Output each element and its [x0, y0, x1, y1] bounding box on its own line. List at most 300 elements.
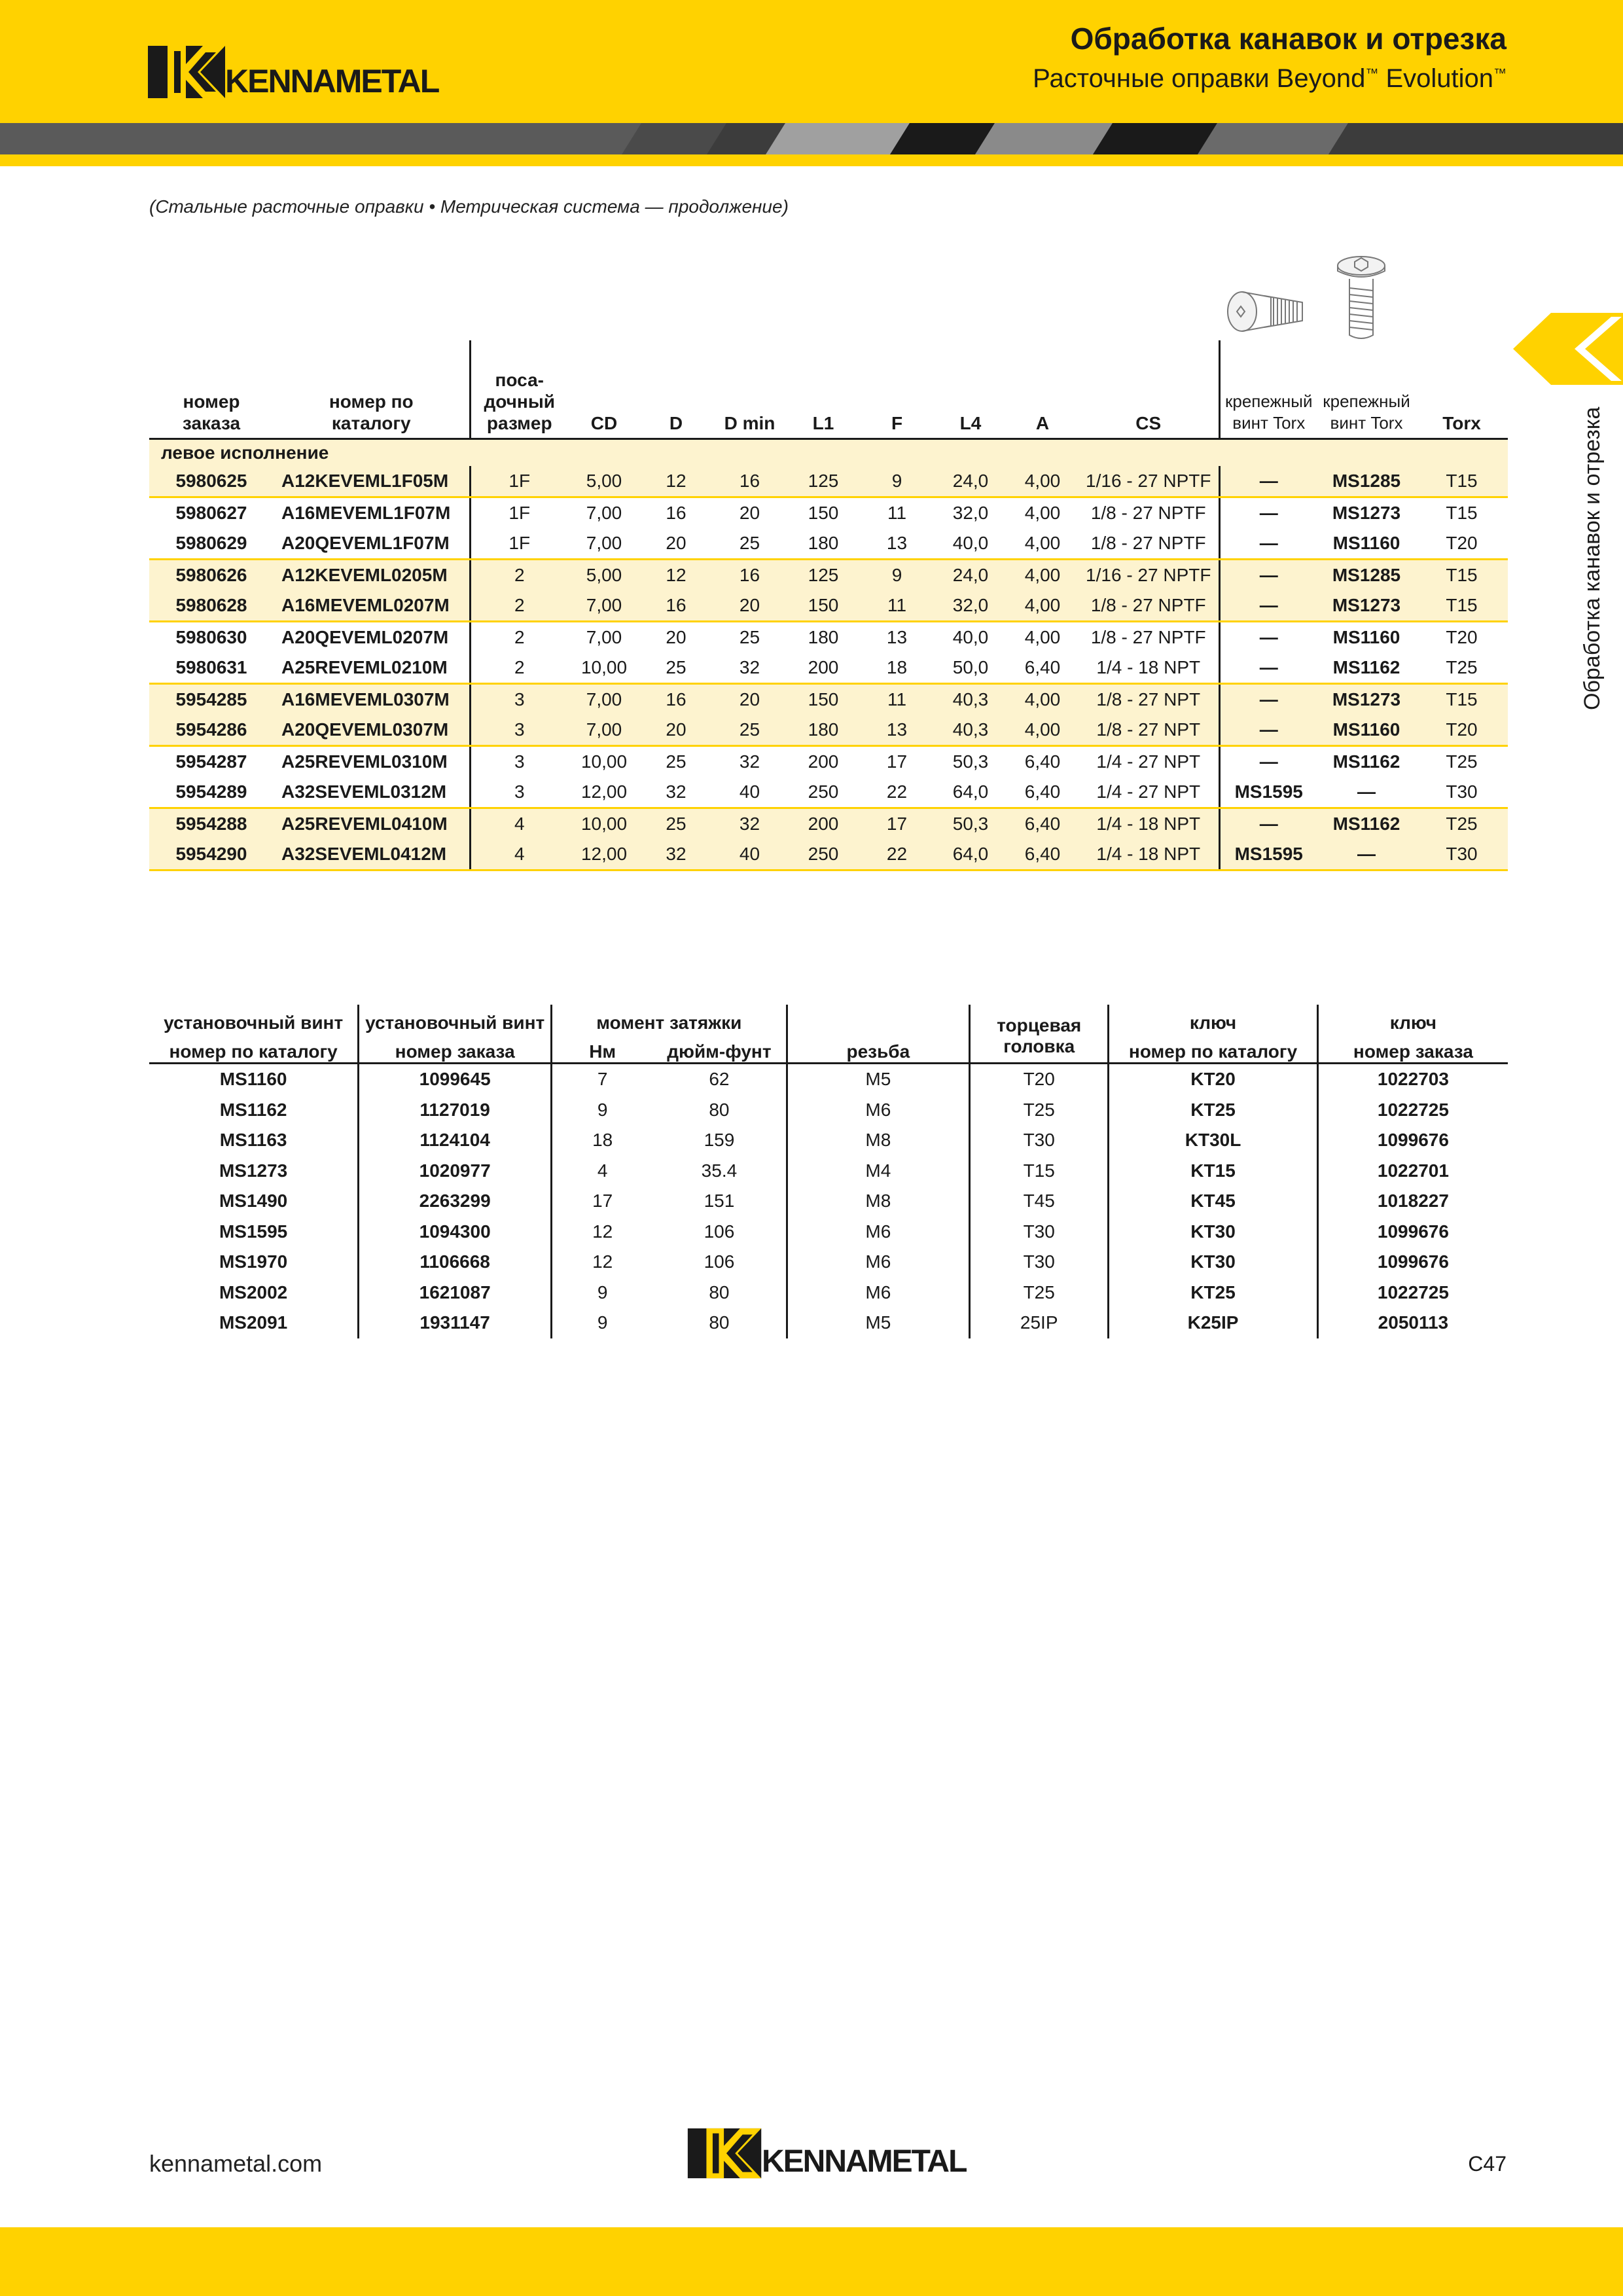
col-d: D [640, 340, 712, 439]
table-cell: 40 [712, 777, 787, 808]
table-cell: 2050113 [1317, 1308, 1508, 1338]
table-cell: T25 [1416, 808, 1508, 839]
h-set-screw-b: установочный винт [359, 1005, 552, 1033]
table-cell: 4,00 [1024, 502, 1061, 523]
table-cell: 32 [712, 653, 787, 684]
table-cell: M5 [787, 1308, 970, 1338]
col-a: A [1007, 340, 1079, 439]
table-cell: T30 [1416, 839, 1508, 870]
table-cell: 80 [709, 1282, 730, 1302]
table-cell: 16 [640, 590, 712, 622]
table-row [149, 715, 1508, 746]
table-cell: T15 [1416, 590, 1508, 622]
table-cell: 6,40 [1007, 653, 1079, 684]
table-cell: 6,40 [1007, 839, 1079, 870]
table-cell: 1/8 - 27 NPT [1079, 683, 1219, 715]
table-cell: 200 [787, 808, 859, 839]
table-row [149, 683, 1508, 715]
col-f: F [859, 340, 935, 439]
table-cell: 1F [470, 497, 568, 528]
table-cell: 40,3 [935, 683, 1007, 715]
table-cell: 5980626 [149, 559, 274, 590]
table-cell: 6,40 [1007, 777, 1079, 808]
table-cell: MS1595 [1219, 777, 1317, 808]
table-cell: 4,00 [1007, 559, 1079, 590]
table-cell: 1106668 [359, 1247, 552, 1278]
table-cell: 40,0 [935, 528, 1007, 560]
table-row [149, 653, 1508, 684]
col-cd: CD [568, 340, 640, 439]
table-cell: 25 [640, 808, 712, 839]
table-cell: M5 [787, 1064, 970, 1095]
table-cell: 9 [552, 1278, 653, 1308]
table-row [149, 808, 1508, 839]
table-cell: 9 [552, 1095, 653, 1126]
table-cell: 32 [739, 751, 760, 772]
table-cell: 5980630 [175, 626, 247, 647]
table-cell: — [1317, 777, 1416, 808]
table-cell: 150 [787, 683, 859, 715]
table-cell: MS1285 [1317, 466, 1416, 497]
table-cell: 62 [709, 1069, 730, 1090]
table-cell: 180 [787, 715, 859, 746]
stripe-underline [0, 154, 1623, 166]
table-cell: 10,00 [580, 751, 628, 772]
table-cell: 2 [470, 559, 568, 590]
table-cell: KT30 [1109, 1217, 1318, 1247]
table-cell: M8 [787, 1186, 970, 1217]
table-cell: 11 [887, 502, 907, 523]
table-cell: 25 [739, 626, 760, 647]
table-cell: 159 [704, 1130, 735, 1151]
table-cell: 7,00 [586, 502, 622, 523]
table-cell: 1/8 - 27 NPT [1079, 715, 1219, 746]
table-cell: 180 [808, 626, 839, 647]
table-cell: 150 [787, 590, 859, 622]
table-cell: 13 [859, 528, 935, 560]
page-number: C47 [1468, 2152, 1507, 2176]
table-cell: MS1273 [1317, 683, 1416, 715]
table-cell: A20QEVEML0307M [274, 715, 470, 746]
table-cell: M6 [787, 1095, 970, 1126]
website-link[interactable]: kennametal.com [149, 2150, 323, 2177]
table-cell: 25IP [970, 1308, 1109, 1338]
table-cell: T25 [970, 1095, 1109, 1126]
table-cell: 1094300 [359, 1217, 552, 1247]
table-cell: A16MEVEML0207M [274, 590, 470, 622]
table-cell: A25REVEML0410M [274, 808, 470, 839]
table-cell: 9 [859, 466, 935, 497]
table-cell: KT20 [1109, 1064, 1318, 1095]
table-cell: 20 [712, 683, 787, 715]
table-cell: MS1160 [1332, 626, 1400, 647]
table-cell: 5980629 [149, 528, 274, 560]
table-cell: KT30 [1109, 1247, 1318, 1278]
table-cell: A25REVEML0210M [274, 653, 470, 684]
table-cell: T20 [1416, 715, 1508, 746]
table-cell: T20 [1416, 528, 1508, 560]
h-order-number: номер заказа [359, 1033, 552, 1064]
table-cell: MS2002 [219, 1282, 288, 1302]
table-cell: 1124104 [359, 1125, 552, 1156]
table-cell: 16 [640, 683, 712, 715]
table-cell: 16 [666, 502, 687, 523]
table-cell: 25 [712, 528, 787, 560]
table-row [149, 1186, 1508, 1217]
col-l4: L4 [935, 340, 1007, 439]
table-cell: 106 [704, 1221, 735, 1242]
table-cell: 13 [886, 626, 908, 647]
table-cell: 151 [704, 1191, 735, 1211]
table-cell: 11 [859, 683, 935, 715]
side-tab-label: Обработка канавок и отрезка [1580, 406, 1605, 710]
h-blank [787, 1005, 970, 1033]
table-cell: 12 [552, 1217, 653, 1247]
table-cell: 20 [666, 626, 687, 647]
section-row-left-hand [149, 439, 1508, 466]
table-cell: 80 [709, 1312, 730, 1333]
table-cell: 64,0 [935, 777, 1007, 808]
table-cell: 40 [712, 839, 787, 870]
table-cell: 5980625 [149, 466, 274, 497]
table-cell: T25 [1416, 653, 1508, 684]
side-tab-chevron-icon [1513, 313, 1623, 385]
col-l1: L1 [787, 340, 859, 439]
table-cell: 1/4 - 27 NPT [1096, 751, 1201, 772]
table-cell: 9 [552, 1308, 653, 1338]
table-cell: 1/4 - 27 NPT [1079, 777, 1219, 808]
table-row [149, 590, 1508, 622]
table-row [149, 745, 1508, 777]
table-cell: 32,0 [935, 590, 1007, 622]
table-cell: T20 [1446, 626, 1478, 647]
table-cell: 18 [859, 653, 935, 684]
table-cell: 2263299 [359, 1186, 552, 1217]
table-cell: 1/4 - 18 NPT [1079, 808, 1219, 839]
table-cell: M6 [787, 1278, 970, 1308]
col-clamp-screw-1: крепежный винт Torx [1219, 340, 1317, 439]
table-cell: 1931147 [359, 1308, 552, 1338]
table-cell: 40,0 [952, 626, 989, 647]
table-cell: 10,00 [568, 808, 640, 839]
table-cell: MS1595 [219, 1221, 288, 1242]
table-cell: 7,00 [568, 528, 640, 560]
table-cell: MS1160 [1317, 715, 1416, 746]
table-cell: MS1970 [219, 1251, 288, 1272]
table-row [149, 777, 1508, 808]
table-cell: M4 [787, 1156, 970, 1187]
table-cell: A32SEVEML0312M [274, 777, 470, 808]
table-row [149, 621, 1508, 653]
table-cell: MS1273 [1332, 502, 1401, 523]
table-cell: 5,00 [568, 559, 640, 590]
table-cell: 1/8 - 27 NPTF [1090, 502, 1206, 523]
table-cell: 5954287 [175, 751, 247, 772]
table-cell: 20 [739, 502, 760, 523]
h-driver-head: торцевая головка [970, 1005, 1109, 1064]
table-cell: 32,0 [952, 502, 989, 523]
table-cell: MS1162 [1332, 751, 1400, 772]
table-cell: 200 [808, 751, 839, 772]
table-cell: 4 [470, 839, 568, 870]
table-cell: 18 [552, 1125, 653, 1156]
table-cell: T25 [970, 1278, 1109, 1308]
table-cell: 1/16 - 27 NPTF [1079, 466, 1219, 497]
table-row [149, 1217, 1508, 1247]
table-cell: 12 [552, 1247, 653, 1278]
table-cell: M8 [787, 1125, 970, 1156]
table-cell: 2 [470, 590, 568, 622]
table-cell: A32SEVEML0412M [274, 839, 470, 870]
table-cell: 12 [640, 559, 712, 590]
table-row [149, 1125, 1508, 1156]
table-cell: 250 [787, 777, 859, 808]
table-cell: 4,00 [1007, 715, 1079, 746]
table-cell: 25 [666, 751, 687, 772]
screw-front-icon [1335, 254, 1387, 342]
table-cell: — [1219, 559, 1317, 590]
table-cell: 25 [712, 715, 787, 746]
table-cell: 50,0 [935, 653, 1007, 684]
table-cell: 35.4 [701, 1160, 738, 1181]
table-cell: — [1219, 745, 1317, 777]
col-torx: Torx [1416, 340, 1508, 439]
table-cell: 64,0 [935, 839, 1007, 870]
table-cell: — [1219, 528, 1317, 560]
table-cell: 3 [470, 745, 568, 777]
table-cell: MS1273 [219, 1160, 288, 1181]
h-nm: Нм [552, 1033, 653, 1064]
table-cell: 12,00 [568, 777, 640, 808]
table-cell: A12KEVEML0205M [274, 559, 470, 590]
table-row [149, 1308, 1508, 1338]
table-cell: 1099645 [359, 1064, 552, 1095]
table-cell: 20 [640, 528, 712, 560]
table-cell: 1018227 [1317, 1186, 1508, 1217]
table-cell: 22 [859, 839, 935, 870]
table-cell: 1022701 [1317, 1156, 1508, 1187]
table-cell: 1099676 [1317, 1247, 1508, 1278]
table-cell: — [1219, 466, 1317, 497]
h-key-order: номер заказа [1317, 1033, 1508, 1064]
table-cell: 16 [712, 559, 787, 590]
screw-side-icon [1225, 280, 1307, 339]
table-cell: 7,00 [568, 590, 640, 622]
decorative-stripe-band [0, 123, 1623, 154]
table-cell: T15 [1416, 683, 1508, 715]
table-cell: 32 [640, 839, 712, 870]
table-cell: 180 [787, 528, 859, 560]
table-cell: 7,00 [568, 683, 640, 715]
table-cell: 1099676 [1317, 1125, 1508, 1156]
table-cell: 4,00 [1007, 683, 1079, 715]
table-cell: T15 [970, 1156, 1109, 1187]
table-cell: 4,00 [1007, 466, 1079, 497]
col-order-number: номер заказа [149, 340, 274, 439]
table-cell: 5,00 [568, 466, 640, 497]
table-cell: M6 [787, 1217, 970, 1247]
table-cell: KT25 [1109, 1278, 1318, 1308]
table-cell: 150 [808, 502, 839, 523]
table-cell: 1022703 [1317, 1064, 1508, 1095]
table-cell: 32 [712, 808, 787, 839]
table-cell: 1F [470, 528, 568, 560]
table-cell: MS1160 [1317, 528, 1416, 560]
table-row [149, 559, 1508, 590]
table-cell: — [1219, 715, 1317, 746]
table-cell: 50,3 [952, 751, 989, 772]
section-caption: (Стальные расточные оправки • Метрическая система — продолжение) [149, 196, 789, 217]
table-cell: T15 [1416, 466, 1508, 497]
table-cell: — [1219, 683, 1317, 715]
table-cell: T45 [970, 1186, 1109, 1217]
h-key-a: ключ [1109, 1005, 1318, 1033]
table-cell: 24,0 [935, 559, 1007, 590]
table-cell: — [1219, 497, 1317, 528]
col-cs: CS [1079, 340, 1219, 439]
col-clamp-screw-2: крепежный винт Torx [1317, 340, 1416, 439]
table-cell: MS1163 [219, 1130, 287, 1151]
table-cell: 5980627 [175, 502, 247, 523]
table-cell: M6 [787, 1247, 970, 1278]
logo-k-icon [148, 45, 226, 99]
table-cell: 5954286 [149, 715, 274, 746]
table-cell: 4,00 [1024, 626, 1061, 647]
table-cell: T15 [1446, 502, 1478, 523]
table-cell: A20QEVEML1F07M [274, 528, 470, 560]
table-cell: MS1162 [219, 1099, 287, 1120]
table-cell: 2 [470, 621, 568, 653]
h-key-catalog: номер по каталогу [1109, 1033, 1318, 1064]
table-cell: 5954285 [149, 683, 274, 715]
table-cell: KT25 [1109, 1095, 1318, 1126]
page-subtitle: Расточные оправки Beyond™ Evolution™ [1033, 64, 1507, 93]
h-torque: момент затяжки [552, 1005, 787, 1033]
footer-logo-k-icon [687, 2127, 763, 2179]
table-cell: — [1219, 621, 1317, 653]
page-title: Обработка канавок и отрезка [1070, 22, 1507, 56]
table-cell: K25IP [1109, 1308, 1318, 1338]
header-bar [0, 0, 1623, 123]
table-cell: 25 [640, 653, 712, 684]
table-cell: KT30L [1109, 1125, 1318, 1156]
table-cell: 200 [787, 653, 859, 684]
table-cell: 7 [552, 1064, 653, 1095]
h-catalog-number: номер по каталогу [149, 1033, 359, 1064]
table-cell: 10,00 [568, 653, 640, 684]
table-cell: 5980628 [149, 590, 274, 622]
h-set-screw-a: установочный винт [164, 1013, 344, 1033]
table-cell: 1099676 [1317, 1217, 1508, 1247]
table-row [149, 1247, 1508, 1278]
table-cell: 1/4 - 18 NPT [1079, 653, 1219, 684]
table-cell: MS1285 [1317, 559, 1416, 590]
table-cell: KT15 [1109, 1156, 1318, 1187]
table-cell: 4 [470, 808, 568, 839]
table-cell: 1127019 [359, 1095, 552, 1126]
table-cell: 1F [470, 466, 568, 497]
table-cell: 7,00 [586, 626, 622, 647]
table-cell: 17 [859, 808, 935, 839]
table-cell: 1022725 [1317, 1095, 1508, 1126]
table-cell: 1/8 - 27 NPTF [1079, 590, 1219, 622]
table-cell: MS1162 [1317, 653, 1416, 684]
h-inch-lb: дюйм-фунт [652, 1033, 787, 1064]
table-cell: 1/8 - 27 NPTF [1090, 626, 1206, 647]
table-cell: T30 [970, 1247, 1109, 1278]
table-cell: A16MEVEML0307M [274, 683, 470, 715]
table-cell: — [1219, 808, 1317, 839]
table-cell: 12,00 [568, 839, 640, 870]
table2-header-row-1 [149, 1005, 1508, 1033]
table-cell: A12KEVEML1F05M [274, 466, 470, 497]
table-cell: 17 [552, 1186, 653, 1217]
table-row [149, 497, 1508, 528]
table-cell: KT45 [1109, 1186, 1318, 1217]
table2-header-row-2 [149, 1033, 1508, 1064]
table-cell: 12 [640, 466, 712, 497]
table-cell: T30 [970, 1125, 1109, 1156]
table-cell: 1/8 - 27 NPTF [1079, 528, 1219, 560]
table-cell: 1022725 [1317, 1278, 1508, 1308]
table-cell: 5954289 [149, 777, 274, 808]
table-row [149, 1095, 1508, 1126]
table-cell: 125 [787, 466, 859, 497]
table-cell: T25 [1446, 751, 1478, 772]
table-cell: 3 [470, 683, 568, 715]
h-key-b: ключ [1317, 1005, 1508, 1033]
footer-logo-wordmark: KENNAMETAL [762, 2144, 967, 2179]
logo-wordmark: KENNAMETAL [225, 63, 439, 99]
table-cell: 1/16 - 27 NPTF [1079, 559, 1219, 590]
table-cell: T20 [970, 1064, 1109, 1095]
table-cell: 6,40 [1024, 751, 1061, 772]
table-cell: 1621087 [359, 1278, 552, 1308]
table-cell: 5954290 [149, 839, 274, 870]
table-cell: A20QEVEML0207M [281, 626, 449, 647]
table-row [149, 1278, 1508, 1308]
table-cell: 1020977 [359, 1156, 552, 1187]
table-cell: — [1317, 839, 1416, 870]
table-cell: 125 [787, 559, 859, 590]
table-cell: 1/4 - 18 NPT [1079, 839, 1219, 870]
table-cell: A25REVEML0310M [281, 751, 448, 772]
table-cell: 16 [712, 466, 787, 497]
table-cell: MS1490 [219, 1191, 288, 1211]
table-cell: 4 [552, 1156, 653, 1187]
table-cell: 50,3 [935, 808, 1007, 839]
table-cell: — [1219, 653, 1317, 684]
table-cell: MS1595 [1219, 839, 1317, 870]
table-cell: A16MEVEML1F07M [281, 502, 451, 523]
table-cell: 80 [709, 1099, 730, 1120]
table-cell: 32 [640, 777, 712, 808]
table-cell: 4,00 [1007, 590, 1079, 622]
table-cell: 20 [712, 590, 787, 622]
table-cell: 250 [787, 839, 859, 870]
table-cell: MS1273 [1317, 590, 1416, 622]
col-dmin: D min [712, 340, 787, 439]
footer-bar [0, 2227, 1623, 2296]
table-cell: 22 [859, 777, 935, 808]
table-cell: 5980631 [149, 653, 274, 684]
table1-header-row [149, 340, 1508, 439]
section-label: левое исполнение [149, 439, 1508, 466]
table-cell: — [1219, 590, 1317, 622]
table-cell: 9 [859, 559, 935, 590]
table-cell: T15 [1416, 559, 1508, 590]
table-cell: 24,0 [935, 466, 1007, 497]
